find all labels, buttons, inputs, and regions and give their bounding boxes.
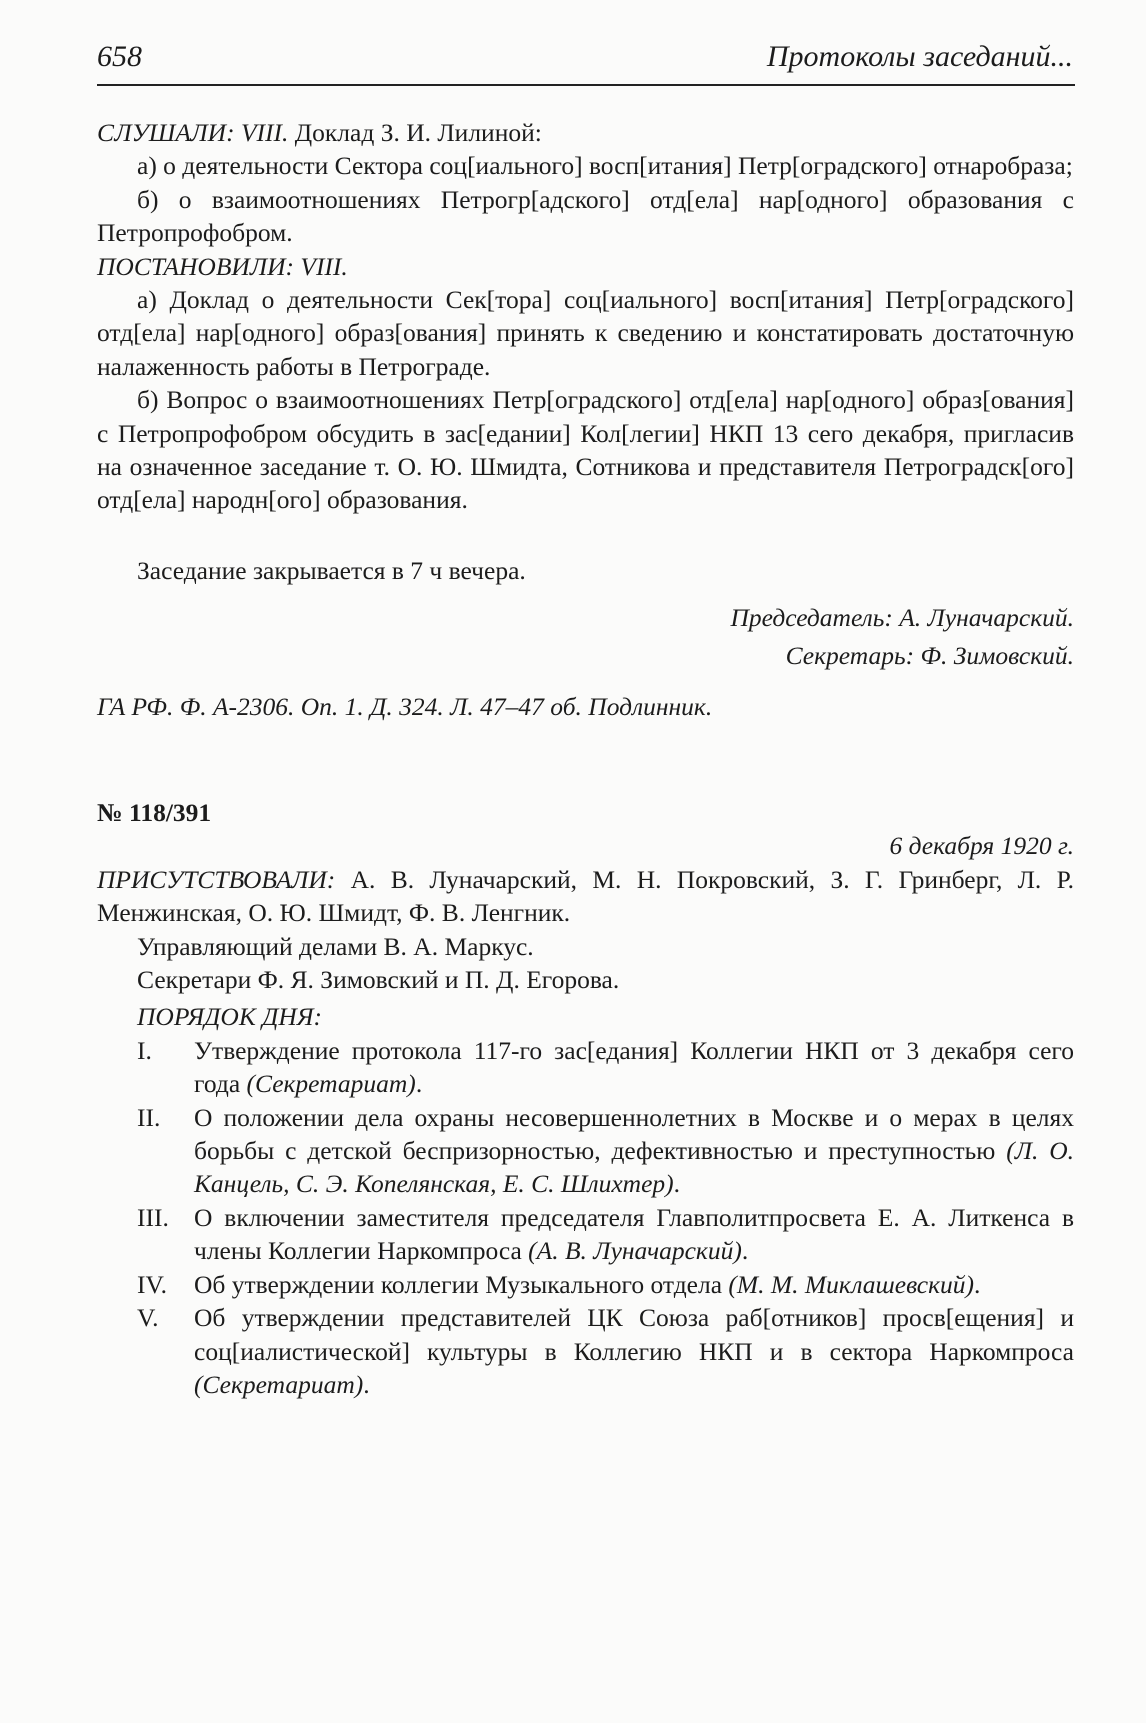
archive-source: ГА РФ. Ф. А-2306. Оп. 1. Д. 324. Л. 47–47 об. Подлинник. (97, 692, 713, 722)
agenda-item: II. О положении дела охраны несовершеннолетних в Москве и о мерах в целях борьбы с детской беспризорностью, дефективностью и преступностью (Л. О. Канцель, С. Э. Копелянская, Е. С. Шлихтер). (97, 1101, 1074, 1201)
heard-text: Доклад З. И. Лилиной: (288, 118, 542, 147)
agenda-item-text: Об утверждении коллегии Музыкального отдела (194, 1269, 729, 1299)
secretary-signature: Секретарь: Ф. Зимовский. (785, 640, 1074, 670)
header-rule (97, 84, 1075, 86)
section-viii (97, 116, 1074, 517)
present-label: ПРИСУТСТВОВАЛИ: (97, 864, 336, 894)
meeting-closes: Заседание закрывается в 7 ч вечера. (137, 556, 526, 585)
page-number: 658 (97, 40, 142, 73)
agenda-label: ПОРЯДОК ДНЯ: (137, 1002, 323, 1032)
running-title: Протоколы заседаний... (766, 40, 1073, 73)
agenda-item-speaker: (М. М. Миклашевский) (728, 1269, 975, 1299)
heard-item-b: б) о взаимоотношениях Петрогр[адского] отд[ела] нар[одного] образования с Петропрофобром. (97, 184, 1074, 248)
document-number: № 118/391 (97, 798, 212, 827)
agenda-item-speaker: (Секретариат) (246, 1069, 416, 1099)
agenda-item-number: V. (137, 1303, 159, 1333)
resolved-label: ПОСТАНОВИЛИ: VIII. (97, 251, 348, 281)
agenda-item: I. Утверждение протокола 117-го зас[едания] Коллегии НКП от 3 декабря сего года (Секретариат). (97, 1034, 1074, 1101)
agenda-item-number: IV. (137, 1269, 167, 1299)
heard-label: СЛУШАЛИ: VIII. (97, 118, 289, 147)
agenda-item-speaker: (Секретариат) (194, 1369, 364, 1399)
agenda-item-text: Утверждение протокола 117-го зас[едания] Коллегии НКП от 3 декабря сего года (194, 1035, 1074, 1099)
agenda-item-speaker: (А. В. Луначарский) (528, 1236, 742, 1266)
agenda-item: III. О включении заместителя председателя Главполитпросвета Е. А. Литкенса в члены Коллегии Наркомпроса (А. В. Луначарский). (97, 1201, 1074, 1268)
agenda-item: IV. Об утверждении коллегии Музыкального отдела (М. М. Миклашевский). (97, 1268, 1074, 1301)
agenda-item-number: III. (137, 1202, 169, 1232)
agenda-item: V. Об утверждении представителей ЦК Союза раб[отников] просв[ещения] и соц[иалистической] культуры в Коллегию НКП и в сектора Наркомпроса (Секретариат). (97, 1301, 1074, 1401)
heard-item-a: а) о деятельности Сектора соц[иального] восп[итания] Петр[оградского] отнаробраза; (137, 151, 1073, 181)
document-118 (97, 796, 1074, 1401)
present-list: А. В. Луначарский, М. Н. Покровский, З. Г. Гринберг, Л. Р. Менжинская, О. Ю. Шмидт, Ф. В. Ленгник. (97, 864, 1074, 928)
closing-block (97, 554, 1074, 724)
document-date: 6 декабря 1920 г. (889, 831, 1074, 861)
resolved-item-a: а) Доклад о деятельности Сек[тора] соц[иального] восп[итания] Петр[оградского] отд[ела] нар[одного] образ[ования] принять к сведению и констатировать достаточную налаженность работы в Петрограде. (97, 285, 1074, 381)
agenda-item-number: II. (137, 1102, 161, 1132)
agenda-item-text: О положении дела охраны несовершеннолетних в Москве и о мерах в целях борьбы с детской беспризорностью, дефективностью и преступностью (194, 1102, 1074, 1166)
agenda-item-speaker: (Л. О. Канцель, С. Э. Копелянская, Е. С. Шлихтер) (194, 1136, 1074, 1199)
resolved-item-b: б) Вопрос о взаимоотношениях Петр[оградского] отд[ела] нар[одного] образ[ования] с Петропрофобром обсудить в зас[едании] Кол[легии] НКП 13 сего декабря, пригласив на означенное заседание т. О. Ю. Шмидта, Сотникова и представителя Петроградск[ого] отд[ела] народн[ого] образования. (97, 385, 1074, 515)
agenda-item-text: О включении заместителя председателя Главполитпросвета Е. А. Литкенса в члены Коллегии Наркомпроса (194, 1202, 1074, 1266)
agenda-item-text: Об утверждении представителей ЦК Союза раб[отников] просв[ещения] и соц[иалистической] культуры в Коллегию НКП и в сектора Наркомпроса (194, 1303, 1074, 1366)
secretaries: Секретари Ф. Я. Зимовский и П. Д. Егорова. (137, 965, 620, 995)
chairman-signature: Председатель: А. Луначарский. (730, 603, 1074, 633)
agenda-item-number: I. (137, 1035, 152, 1065)
business-manager: Управляющий делами В. А. Маркус. (137, 931, 534, 961)
